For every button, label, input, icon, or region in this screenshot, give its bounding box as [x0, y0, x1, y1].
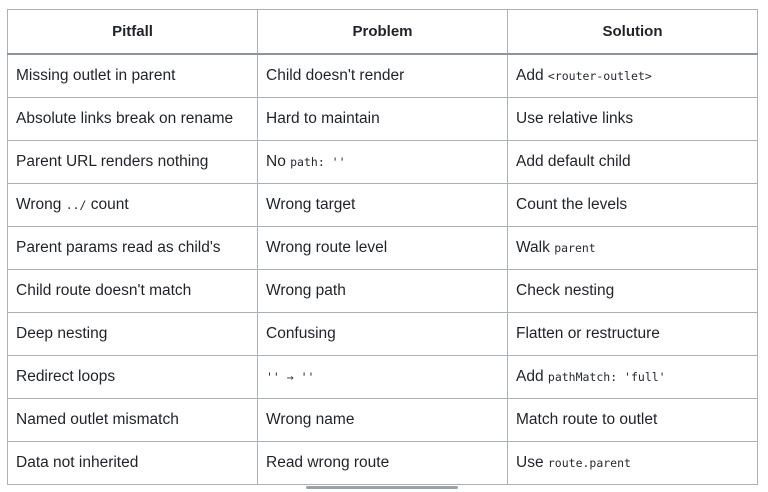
- cell-problem: [258, 356, 508, 399]
- cell-solution: [508, 313, 758, 356]
- table-header: [8, 10, 758, 55]
- cell-text: Use relative links: [516, 110, 634, 127]
- cell-solution: [508, 98, 758, 141]
- table-row: [8, 270, 758, 313]
- cell-solution: [508, 227, 758, 270]
- horizontal-scrollbar[interactable]: [306, 486, 458, 489]
- inline-code: parent: [554, 241, 596, 255]
- inline-code: route.parent: [547, 456, 631, 470]
- cell-text: Wrong target: [266, 196, 356, 213]
- cell-pitfall: [8, 442, 258, 485]
- cell-text: Parent URL renders nothing: [16, 153, 209, 170]
- cell-text: Parent params read as child's: [16, 239, 221, 256]
- cell-text: Absolute links break on rename: [16, 110, 234, 127]
- table-row: [8, 442, 758, 485]
- cell-pitfall: [8, 270, 258, 313]
- inline-code: '' → '': [266, 370, 315, 384]
- cell-text: Redirect loops: [16, 368, 116, 385]
- cell-problem: [258, 399, 508, 442]
- cell-problem: [258, 442, 508, 485]
- cell-solution: [508, 141, 758, 184]
- cell-pitfall: [8, 54, 258, 98]
- cell-text: Add default child: [516, 153, 631, 170]
- inline-code: <router-outlet>: [547, 69, 652, 83]
- table-row: [8, 227, 758, 270]
- cell-pitfall: [8, 227, 258, 270]
- column-header-pitfall: Pitfall: [8, 10, 258, 55]
- cell-problem: [258, 98, 508, 141]
- cell-text: No: [266, 153, 291, 170]
- cell-text: Wrong name: [266, 411, 355, 428]
- cell-text: Child doesn't render: [266, 67, 405, 84]
- cell-text: Read wrong route: [266, 454, 390, 471]
- cell-text: count: [86, 196, 129, 213]
- cell-problem: [258, 184, 508, 227]
- inline-code: pathMatch: 'full': [547, 370, 666, 384]
- cell-text: Deep nesting: [16, 325, 108, 342]
- table-row: [8, 54, 758, 98]
- inline-code: path: '': [290, 155, 346, 169]
- cell-pitfall: [8, 356, 258, 399]
- table-row: [8, 399, 758, 442]
- cell-text: Walk: [516, 239, 555, 256]
- cell-problem: [258, 227, 508, 270]
- cell-solution: [508, 399, 758, 442]
- cell-pitfall: [8, 141, 258, 184]
- table-row: [8, 356, 758, 399]
- cell-solution: [508, 270, 758, 313]
- cell-text: Wrong route level: [266, 239, 388, 256]
- cell-text: Data not inherited: [16, 454, 139, 471]
- header-row: [8, 10, 758, 55]
- cell-solution: [508, 442, 758, 485]
- column-header-problem: Problem: [258, 10, 508, 55]
- cell-text: Missing outlet in parent: [16, 67, 176, 84]
- table-row: [8, 184, 758, 227]
- cell-problem: [258, 270, 508, 313]
- table-row: [8, 141, 758, 184]
- cell-text: Count the levels: [516, 196, 628, 213]
- cell-text: Wrong path: [266, 282, 346, 299]
- cell-text: Named outlet mismatch: [16, 411, 179, 428]
- cell-problem: [258, 54, 508, 98]
- cell-pitfall: [8, 184, 258, 227]
- cell-text: Wrong: [16, 196, 66, 213]
- cell-pitfall: [8, 313, 258, 356]
- cell-text: Use: [516, 454, 548, 471]
- table-row: [8, 98, 758, 141]
- cell-solution: [508, 54, 758, 98]
- cell-text: Hard to maintain: [266, 110, 380, 127]
- inline-code: ../: [65, 198, 87, 212]
- cell-problem: [258, 141, 508, 184]
- cell-pitfall: [8, 399, 258, 442]
- cell-text: Confusing: [266, 325, 336, 342]
- table-row: [8, 313, 758, 356]
- column-header-solution: Solution: [508, 10, 758, 55]
- cell-text: Check nesting: [516, 282, 615, 299]
- cell-pitfall: [8, 98, 258, 141]
- cell-text: Add: [516, 368, 548, 385]
- cell-solution: [508, 184, 758, 227]
- cell-solution: [508, 356, 758, 399]
- cell-text: Add: [516, 67, 548, 84]
- pitfalls-table: [7, 9, 758, 485]
- cell-text: Child route doesn't match: [16, 282, 192, 299]
- table-body: [8, 54, 758, 485]
- cell-text: Match route to outlet: [516, 411, 658, 428]
- cell-text: Flatten or restructure: [516, 325, 660, 342]
- cell-problem: [258, 313, 508, 356]
